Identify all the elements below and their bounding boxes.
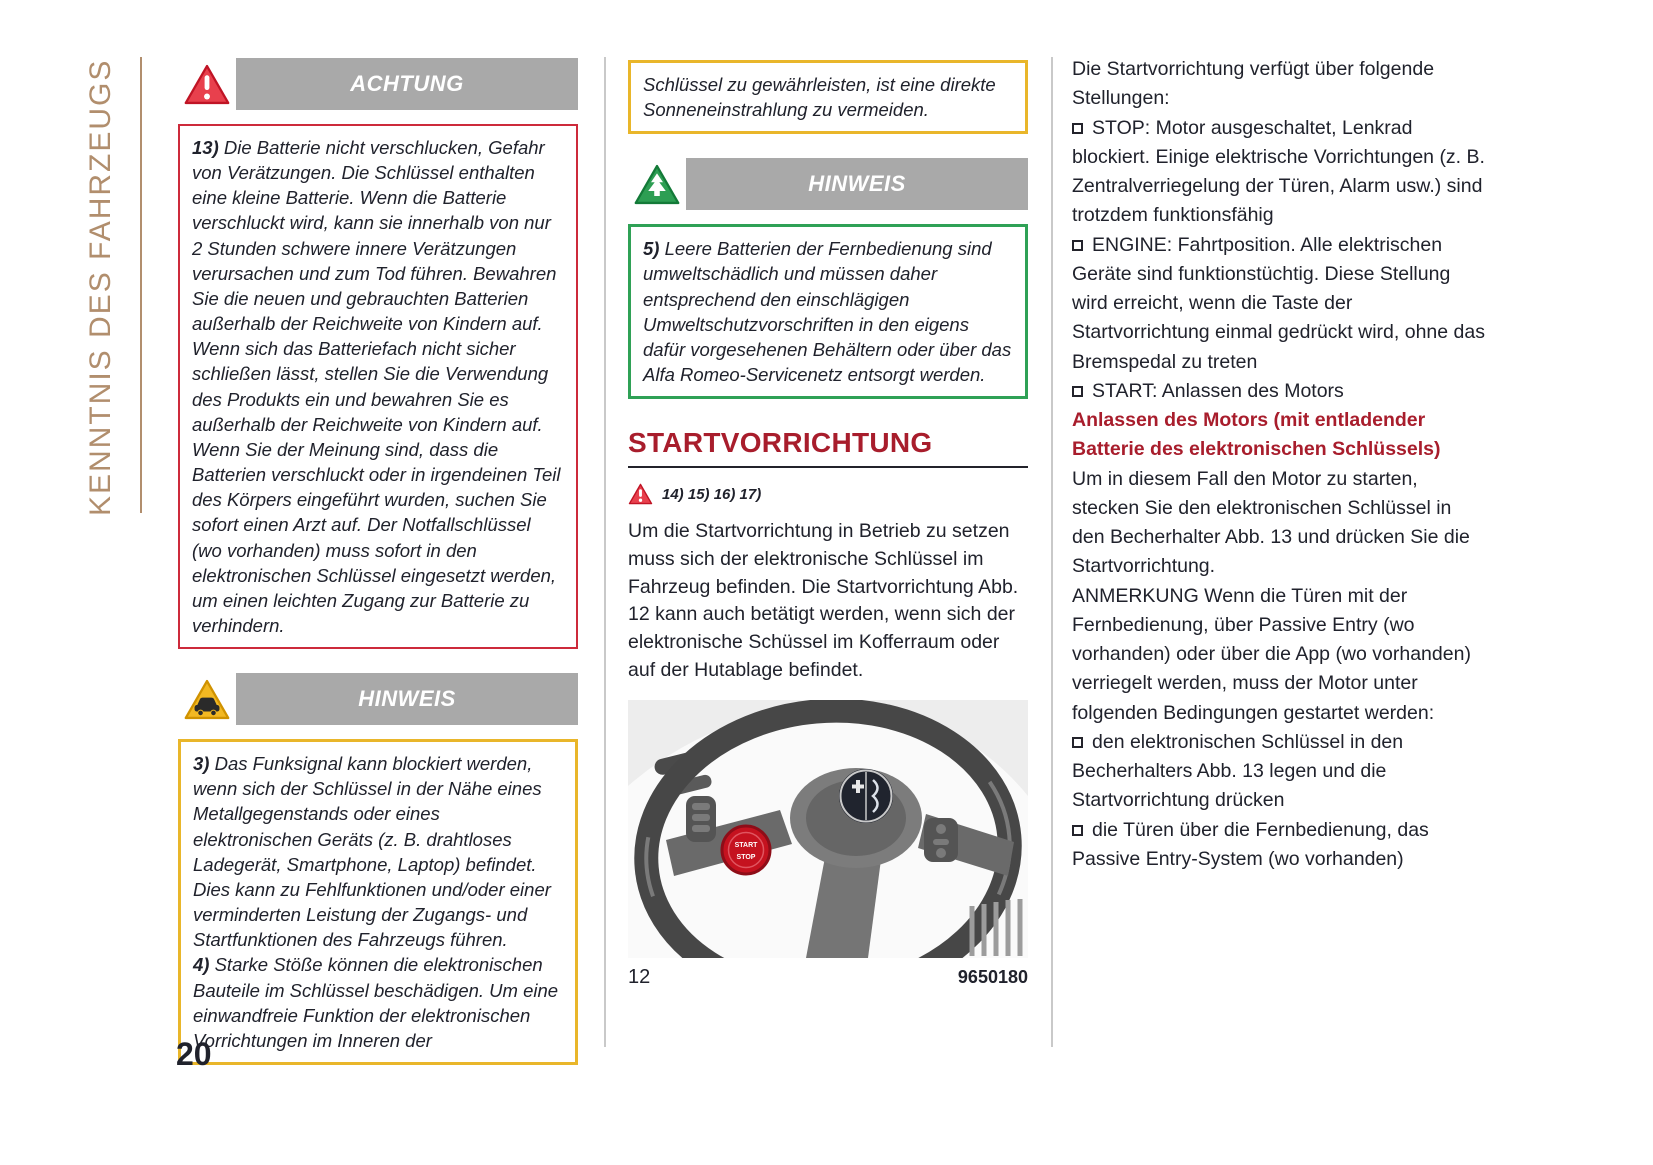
start-button-label: START	[734, 842, 758, 850]
positions-intro: Die Startvorrichtung verfügt über folgende Stellungen:	[1072, 58, 1435, 110]
figure-number: 12	[628, 966, 651, 989]
warning-text: 13) Die Batterie nicht verschlucken, Gefahr von Verätzungen. Die Schlüssel enthalten eine kleine Batterie. Wenn die Batterie verschluckt wird, kann sie innerhalb von nur 2 Stunden schwere innere Verätzungen verursachen und zum Tod führen. Bewahren Sie die neuen und gebrauchten Batterien außerhalb der Reichweite von Kindern auf. Wenn sich das Batteriefach nicht sicher schließen lässt, stellen Sie die Verwendung des Produkts ein und bewahren Sie es außerhalb der Reichweite von Kindern auf. Wenn Sie der Meinung sind, dass die Batterien verschluckt oder in irgendeinen Teil des Körpers eingeführt wurden, suchen Sie sofort einen Arzt auf. Der Notfallschlüssel (wo vorhanden) muss sofort in den elektronischen Schlüssel eingesetzt werden, um einen leichten Zugang zur Batterie zu verhindern.	[192, 137, 561, 636]
notice-box-radio-signal	[178, 739, 578, 1065]
chapter-title-vertical: KENNTNIS DES FAHRZEUGS	[84, 58, 117, 516]
column-divider	[604, 57, 606, 1047]
warning-refs: 14) 15) 16) 17)	[662, 485, 762, 503]
notice-text-continued: Schlüssel zu gewährleisten, ist eine direkte Sonneneinstrahlung zu vermeiden.	[643, 74, 996, 121]
car-warning-icon	[178, 673, 236, 725]
achtung-header	[178, 58, 578, 110]
position-item-start: START: Anlassen des Motors	[1072, 377, 1486, 406]
warning-box-battery	[178, 124, 578, 649]
square-bullet-icon	[1072, 737, 1083, 748]
notice-text: 4) Starke Stöße können die elektronischen Bauteile im Schlüssel beschädigen. Um eine einwandfreie Funktion der elektronischen Vorrichtungen im Inneren der	[193, 954, 559, 1051]
column-divider	[1051, 57, 1053, 1047]
starter-intro-paragraph: Um die Startvorrichtung in Betrieb zu setzen muss sich der elektronische Schlüssel im Fahrzeug befinden. Die Startvorrichtung Abb. 12 kann auch betätigt werden, wenn sich der elektronische Schüssel im Kofferraum oder auf der Hutablage befindet.	[628, 520, 1019, 681]
section-title: STARTVORRICHTUNG	[628, 427, 933, 459]
warning-triangle-icon	[178, 58, 236, 110]
figure-code: 9650180	[957, 967, 1028, 988]
paragraph-anmerkung: ANMERKUNG Wenn die Türen mit der Fernbedienung, über Passive Entry (wo vorhanden) oder über die App (wo vorhanden) verriegelt werden, muss der Motor unter folgenden Bedingungen gestartet werden:	[1072, 584, 1471, 724]
hinweis-header-eco	[628, 158, 1028, 210]
notice-box-continued	[628, 60, 1028, 134]
warning-refs-row	[628, 483, 1028, 505]
paragraph-cupholder: Um in diesem Fall den Motor zu starten, stecken Sie den elektronischen Schlüssel in den Becherhalter Abb. 13 und drücken Sie die Startvorrichtung.	[1072, 467, 1470, 578]
figure-steering-wheel	[628, 700, 1028, 958]
warning-mini-icon	[628, 483, 653, 505]
column-left	[178, 58, 578, 1065]
hinweis-label: HINWEIS	[686, 158, 1028, 210]
note-number: 3)	[193, 753, 210, 775]
square-bullet-icon	[1072, 825, 1083, 836]
chapter-rule	[140, 57, 142, 513]
eco-notice-text: 5) Leere Batterien der Fernbedienung sind umweltschädlich und müssen daher entsprechend den einschlägigen Umweltschutzvorschriften in den eigens dafür vorgesehenen Behältern oder über das Alfa Romeo-Servicenetz entsorgt werden.	[643, 238, 1012, 386]
figure-caption	[628, 966, 1028, 989]
tree-eco-icon	[628, 158, 686, 210]
section-title-rule	[628, 466, 1028, 468]
square-bullet-icon	[1072, 386, 1083, 397]
position-item-engine: ENGINE: Fahrtposition. Alle elektrischen Geräte sind funktionstüchtig. Diese Stellung wird erreicht, wenn die Taste der Startvorrichtung einmal gedrückt wird, ohne das Bremspedal zu treten	[1072, 233, 1485, 373]
column-right	[1072, 55, 1486, 874]
eco-notice-box	[628, 224, 1028, 399]
column-middle	[628, 58, 1028, 989]
steering-wheel-illustration	[628, 700, 1028, 958]
square-bullet-icon	[1072, 123, 1083, 134]
hinweis-label: HINWEIS	[236, 673, 578, 725]
square-bullet-icon	[1072, 240, 1083, 251]
subheading-engine-start: Anlassen des Motors (mit entladender Batterie des elektronischen Schlüssels)	[1072, 409, 1441, 461]
step-item-doors: die Türen über die Fernbedienung, das Passive Entry-System (wo vorhanden)	[1072, 818, 1429, 870]
page-number: 20	[176, 1036, 212, 1072]
position-item-stop: STOP: Motor ausgeschaltet, Lenkrad blockiert. Einige elektrische Vorrichtungen (z. B. Zentralverriegelung der Türen, Alarm usw.) sind trotzdem funktionsfähig	[1072, 116, 1485, 227]
note-number: 5)	[643, 238, 660, 260]
notice-text: 3) Das Funksignal kann blockiert werden, wenn sich der Schlüssel in der Nähe eines Metallgegenstands oder eines elektronischen Geräts (z. B. drahtloses Ladegerät, Smartphone, Laptop) befindet. Dies kann zu Fehlfunktionen und/oder einer verminderten Leistung der Zugangs- und Startfunktionen des Fahrzeugs führen.	[193, 753, 551, 951]
stop-button-label: STOP	[736, 854, 756, 862]
note-number: 13)	[192, 137, 219, 158]
note-number: 4)	[193, 954, 210, 976]
hinweis-header-car	[178, 673, 578, 725]
step-item-key: den elektronischen Schlüssel in den Becherhalters Abb. 13 legen und die Startvorrichtung drücken	[1072, 730, 1404, 812]
achtung-label: ACHTUNG	[236, 58, 578, 110]
